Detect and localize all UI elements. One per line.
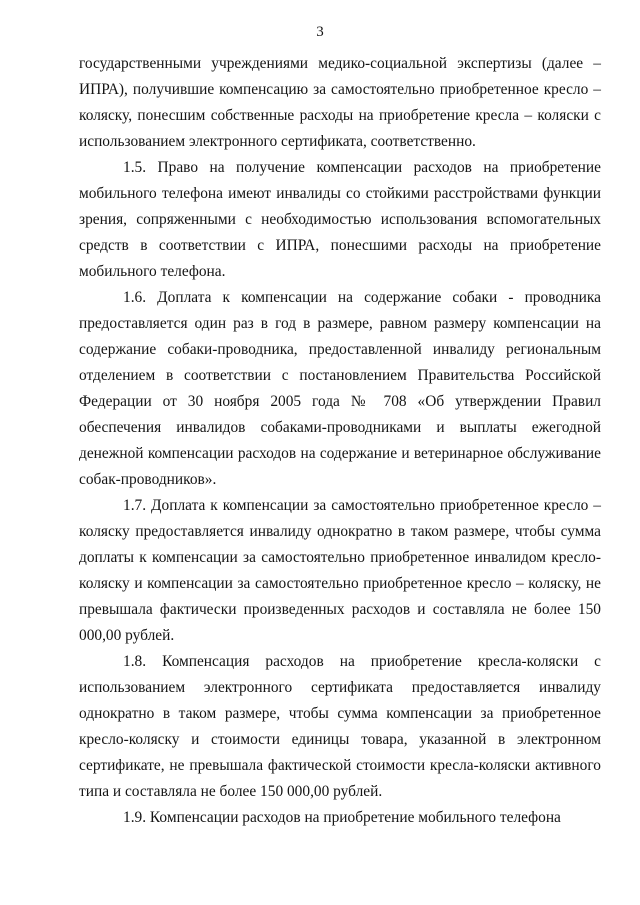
paragraph-1-9: 1.9. Компенсации расходов на приобретение мобильного телефона: [123, 809, 561, 826]
paragraph-1-7: 1.7. Доплата к компенсации за самостоятельно приобретенное кресло – коляску предоставляется инвалиду однократно в таком размере, чтобы сумма доплаты к компенсации за самостоятельно приобретенное инвалидом кресло-коляску и компенсации за самостоятельно приобретенное кресло – коляску, не превышала фактически произведенных расходов и составляла не более 150 000,00 рублей.: [79, 497, 601, 644]
paragraph-1-8: 1.8. Компенсация расходов на приобретение кресла-коляски с использованием электронного сертификата предоставляется инвалиду однократно в таком размере, чтобы сумма компенсации за приобретенное кресло-коляску и стоимости единицы товара, указанной в электронном сертификате, не превышала фактической стоимости кресла-коляски активного типа и составляла не более 150 000,00 рублей.: [79, 653, 601, 800]
paragraph-1-6: 1.6. Доплата к компенсации на содержание собаки - проводника предоставляется один раз в год в размере, равном размеру компенсации на содержание собаки-проводника, предоставленной инвалиду региональным отделением в соответствии с постановлением Правительства Российской Федерации от 30 ноября 2005 года № 708 «Об утверждении Правил обеспечения инвалидов собаками-проводниками и выплаты ежегодной денежной компенсации расходов на содержание и ветеринарное обслуживание собак-проводников».: [79, 289, 601, 488]
page-number: 3: [316, 24, 324, 40]
paragraph-1-5: 1.5. Право на получение компенсации расходов на приобретение мобильного телефона имеют инвалиды со стойкими расстройствами функции зрения, сопряженными с необходимостью использования вспомогательных средств в соответствии с ИПРА, понесшими расходы на приобретение мобильного телефона.: [79, 159, 601, 280]
document-body: [79, 51, 601, 831]
paragraph-1-4-continuation: государственными учреждениями медико-социальной экспертизы (далее – ИПРА), получившие компенсацию за самостоятельно приобретенное кресло – коляску, понесшим собственные расходы на приобретение кресла – коляски с использованием электронного сертификата, соответственно.: [79, 55, 601, 150]
